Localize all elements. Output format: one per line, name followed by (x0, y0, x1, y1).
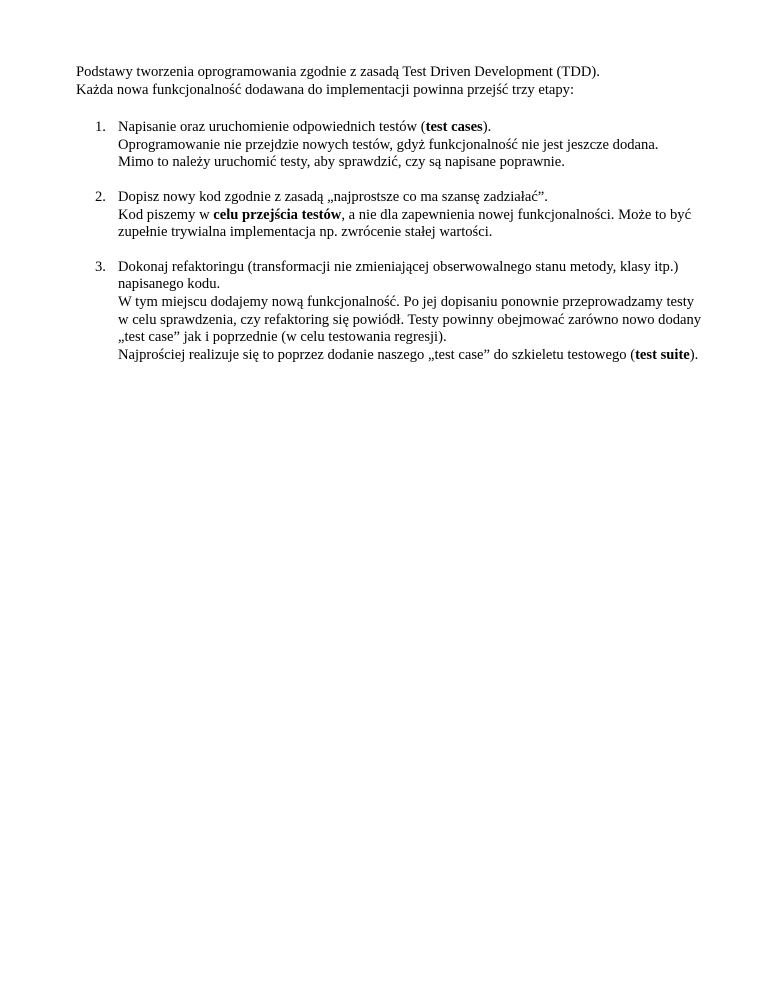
bold-term: test suite (635, 346, 690, 363)
step-text (118, 119, 706, 172)
text-run: Najprościej realizuje się to poprzez dodanie naszego „test case” do szkieletu testowego ( (118, 346, 636, 363)
text-run: Kod piszemy w (118, 206, 214, 223)
text-run: , a nie dla zapewnienia nowej funkcjonalności. Może to być zupełnie trywialna implementacja np. zwrócenie stałej wartości. (118, 206, 692, 241)
bold-term: test cases (425, 119, 483, 136)
step-text (118, 259, 706, 365)
step-1-heading (118, 119, 706, 137)
step-item-3 (76, 259, 706, 365)
intro-line-2: Każda nowa funkcjonalność dodawana do implementacji powinna przejść trzy etapy: (76, 81, 575, 98)
bold-term: celu przejścia testów (213, 206, 342, 223)
step-item-2 (76, 189, 706, 242)
step-item-1 (76, 119, 706, 172)
document-content (76, 64, 706, 381)
steps-list (76, 119, 706, 364)
step-2-paragraph-2 (118, 207, 706, 242)
step-3-paragraph-3 (118, 347, 706, 365)
step-number: 1. (95, 119, 106, 136)
text-run: ). (689, 346, 699, 363)
intro-line-1: Podstawy tworzenia oprogramowania zgodnie z zasadą Test Driven Development (TDD). (76, 64, 600, 80)
intro (76, 64, 706, 99)
step-1-paragraph-2: Oprogramowanie nie przejdzie nowych testów, gdyż funkcjonalność nie jest jeszcze dodana. (118, 136, 659, 153)
step-3-paragraph-2: W tym miejscu dodajemy nową funkcjonalność. Po jej dopisaniu ponownie przeprowadzamy testy w celu sprawdzenia, czy refaktoring się powiódł. Testy powinny obejmować zarówno nowo dodany „test case” jak i poprzednie (w celu testowania regresji). (118, 293, 702, 346)
step-3-heading: Dokonaj refaktoringu (transformacji nie zmieniającej obserwowalnego stanu metody, klasy itp.) napisanego kodu. (118, 258, 679, 293)
step-number: 2. (95, 188, 106, 205)
step-2-heading: Dopisz nowy kod zgodnie z zasadą „najprostsze co ma szansę zadziałać”. (118, 188, 548, 205)
step-1-paragraph-3: Mimo to należy uruchomić testy, aby sprawdzić, czy są napisane poprawnie. (118, 154, 565, 171)
text-run: ). (482, 119, 492, 136)
step-text (118, 189, 706, 242)
step-number: 3. (95, 258, 106, 275)
text-run: Napisanie oraz uruchomienie odpowiednich testów ( (118, 119, 426, 136)
